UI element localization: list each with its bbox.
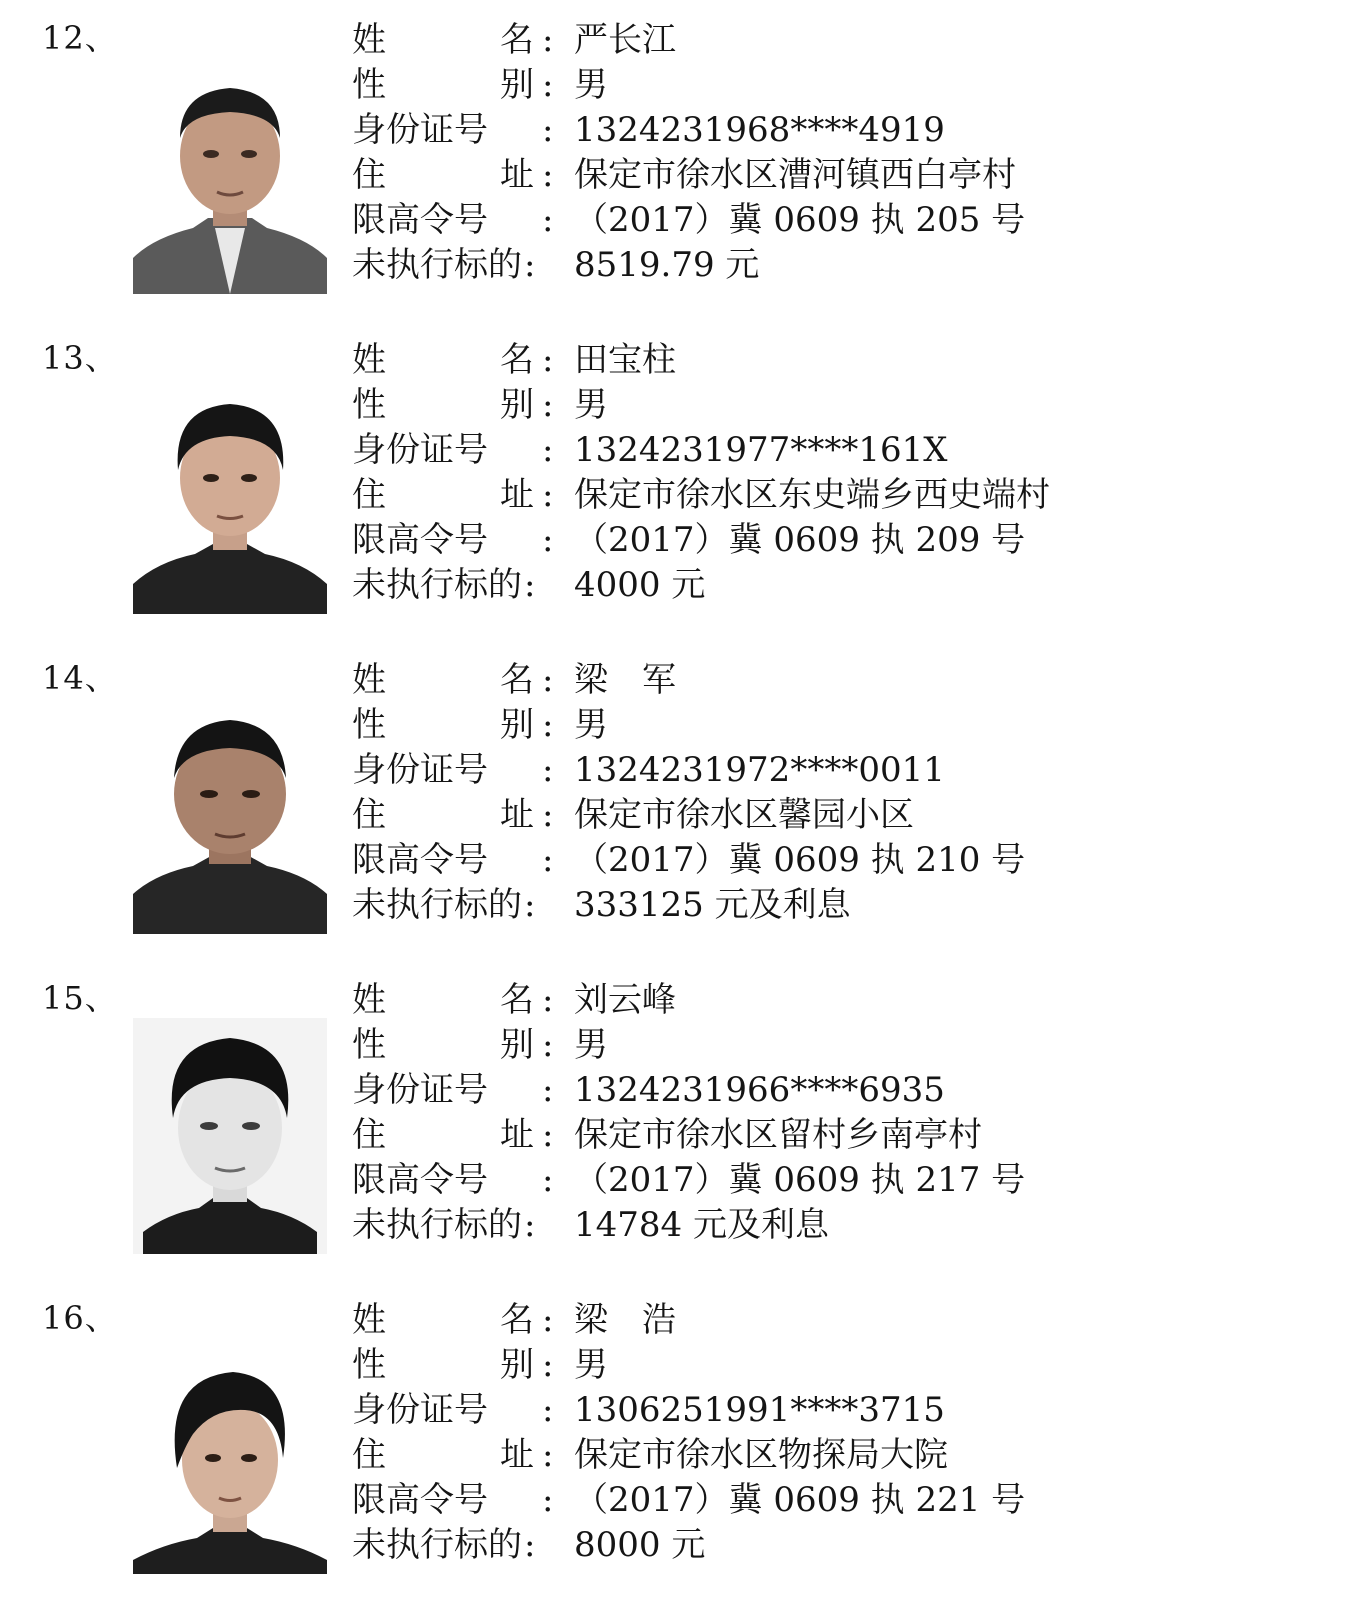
address-label: 住 址: [352, 1435, 534, 1475]
order-number-value: （2017）冀 0609 执 210 号: [574, 840, 1026, 880]
order-number-row: [352, 1158, 1312, 1203]
name-row: [352, 658, 1312, 703]
gender-label: 性 别: [352, 1025, 534, 1065]
order-number-value: （2017）冀 0609 执 209 号: [574, 520, 1026, 560]
id-number-value: 1324231968****4919: [574, 110, 945, 150]
name-value: 梁 浩: [574, 1300, 676, 1340]
person-entry-15: [0, 978, 1352, 1278]
order-number-label: 限高令号: [352, 840, 488, 880]
order-number-value: （2017）冀 0609 执 205 号: [574, 200, 1026, 240]
unpaid-amount-label: 未执行标的: [352, 1525, 522, 1565]
address-value: 保定市徐水区馨园小区: [574, 795, 914, 835]
id-number-row: [352, 108, 1312, 153]
order-number-value: （2017）冀 0609 执 217 号: [574, 1160, 1026, 1200]
name-label: 姓 名: [352, 1300, 534, 1340]
address-label: 住 址: [352, 475, 534, 515]
unpaid-amount-row: [352, 563, 1312, 608]
order-number-row: [352, 838, 1312, 883]
name-value: 严长江: [574, 20, 676, 60]
portrait-photo: [133, 698, 327, 934]
unpaid-amount-label: 未执行标的: [352, 1205, 522, 1245]
name-label: 姓 名: [352, 660, 534, 700]
field-colon: :: [542, 1160, 554, 1200]
name-value: 梁 军: [574, 660, 676, 700]
id-number-label: 身份证号: [352, 1390, 488, 1430]
unpaid-amount-label: 未执行标的: [352, 245, 522, 285]
gender-label: 性 别: [352, 1345, 534, 1385]
field-colon: :: [542, 475, 554, 515]
gender-row: [352, 383, 1312, 428]
person-entry-16: [0, 1298, 1352, 1598]
person-entry-14: [0, 658, 1352, 958]
order-number-value: （2017）冀 0609 执 221 号: [574, 1480, 1026, 1520]
gender-value: 男: [574, 705, 608, 745]
unpaid-amount-row: [352, 1523, 1312, 1568]
field-colon: :: [542, 1480, 554, 1520]
name-row: [352, 1298, 1312, 1343]
unpaid-amount-value: 333125 元及利息: [574, 885, 851, 925]
field-colon: :: [542, 660, 554, 700]
person-info: [352, 18, 1312, 288]
id-number-label: 身份证号: [352, 110, 488, 150]
name-row: [352, 978, 1312, 1023]
field-colon: :: [524, 885, 536, 925]
gender-value: 男: [574, 65, 608, 105]
entry-number: 13、: [42, 339, 118, 377]
field-colon: :: [542, 430, 554, 470]
order-number-row: [352, 198, 1312, 243]
field-colon: :: [542, 1070, 554, 1110]
unpaid-amount-value: 4000 元: [574, 565, 706, 605]
gender-label: 性 别: [352, 385, 534, 425]
id-number-value: 1324231977****161X: [574, 430, 948, 470]
field-colon: :: [524, 1205, 536, 1245]
person-info: [352, 978, 1312, 1248]
field-colon: :: [542, 750, 554, 790]
id-number-value: 1306251991****3715: [574, 1390, 945, 1430]
gender-value: 男: [574, 1345, 608, 1385]
address-value: 保定市徐水区物探局大院: [574, 1435, 948, 1475]
field-colon: :: [542, 1115, 554, 1155]
field-colon: :: [542, 110, 554, 150]
unpaid-amount-row: [352, 243, 1312, 288]
field-colon: :: [524, 565, 536, 605]
id-number-row: [352, 1068, 1312, 1113]
field-colon: :: [542, 65, 554, 105]
id-number-row: [352, 428, 1312, 473]
portrait-photo: [133, 378, 327, 614]
order-number-row: [352, 1478, 1312, 1523]
address-row: [352, 793, 1312, 838]
unpaid-amount-label: 未执行标的: [352, 565, 522, 605]
id-number-value: 1324231972****0011: [574, 750, 945, 790]
person-info: [352, 658, 1312, 928]
entry-number: 12、: [42, 19, 118, 57]
name-label: 姓 名: [352, 20, 534, 60]
name-value: 田宝柱: [574, 340, 676, 380]
gender-row: [352, 1343, 1312, 1388]
address-row: [352, 473, 1312, 518]
person-info: [352, 1298, 1312, 1568]
person-entry-12: [0, 18, 1352, 318]
id-number-label: 身份证号: [352, 430, 488, 470]
field-colon: :: [542, 200, 554, 240]
address-value: 保定市徐水区东史端乡西史端村: [574, 475, 1050, 515]
field-colon: :: [542, 1300, 554, 1340]
unpaid-amount-value: 8000 元: [574, 1525, 706, 1565]
address-label: 住 址: [352, 155, 534, 195]
portrait-photo: [133, 1018, 327, 1254]
address-row: [352, 1433, 1312, 1478]
gender-value: 男: [574, 1025, 608, 1065]
unpaid-amount-row: [352, 1203, 1312, 1248]
order-number-label: 限高令号: [352, 1160, 488, 1200]
address-label: 住 址: [352, 795, 534, 835]
gender-row: [352, 703, 1312, 748]
field-colon: :: [542, 1345, 554, 1385]
order-number-row: [352, 518, 1312, 563]
field-colon: :: [524, 245, 536, 285]
field-colon: :: [542, 1025, 554, 1065]
address-row: [352, 153, 1312, 198]
field-colon: :: [542, 980, 554, 1020]
unpaid-amount-value: 8519.79 元: [574, 245, 760, 285]
field-colon: :: [542, 520, 554, 560]
field-colon: :: [542, 1435, 554, 1475]
order-number-label: 限高令号: [352, 520, 488, 560]
gender-row: [352, 1023, 1312, 1068]
name-row: [352, 338, 1312, 383]
name-label: 姓 名: [352, 980, 534, 1020]
field-colon: :: [542, 705, 554, 745]
id-number-value: 1324231966****6935: [574, 1070, 945, 1110]
entry-number: 15、: [42, 979, 118, 1017]
name-label: 姓 名: [352, 340, 534, 380]
field-colon: :: [542, 385, 554, 425]
gender-value: 男: [574, 385, 608, 425]
field-colon: :: [542, 20, 554, 60]
unpaid-amount-label: 未执行标的: [352, 885, 522, 925]
name-value: 刘云峰: [574, 980, 676, 1020]
field-colon: :: [542, 155, 554, 195]
id-number-label: 身份证号: [352, 750, 488, 790]
unpaid-amount-row: [352, 883, 1312, 928]
entry-number: 14、: [42, 659, 118, 697]
gender-row: [352, 63, 1312, 108]
unpaid-amount-value: 14784 元及利息: [574, 1205, 829, 1245]
portrait-photo: [133, 1338, 327, 1574]
id-number-label: 身份证号: [352, 1070, 488, 1110]
portrait-photo: [133, 58, 327, 294]
gender-label: 性 别: [352, 65, 534, 105]
address-value: 保定市徐水区漕河镇西白亭村: [574, 155, 1016, 195]
field-colon: :: [542, 340, 554, 380]
field-colon: :: [524, 1525, 536, 1565]
gender-label: 性 别: [352, 705, 534, 745]
entry-number: 16、: [42, 1299, 118, 1337]
field-colon: :: [542, 1390, 554, 1430]
person-info: [352, 338, 1312, 608]
field-colon: :: [542, 840, 554, 880]
address-label: 住 址: [352, 1115, 534, 1155]
order-number-label: 限高令号: [352, 200, 488, 240]
name-row: [352, 18, 1312, 63]
field-colon: :: [542, 795, 554, 835]
address-value: 保定市徐水区留村乡南亭村: [574, 1115, 982, 1155]
order-number-label: 限高令号: [352, 1480, 488, 1520]
id-number-row: [352, 1388, 1312, 1433]
address-row: [352, 1113, 1312, 1158]
id-number-row: [352, 748, 1312, 793]
person-entry-13: [0, 338, 1352, 638]
